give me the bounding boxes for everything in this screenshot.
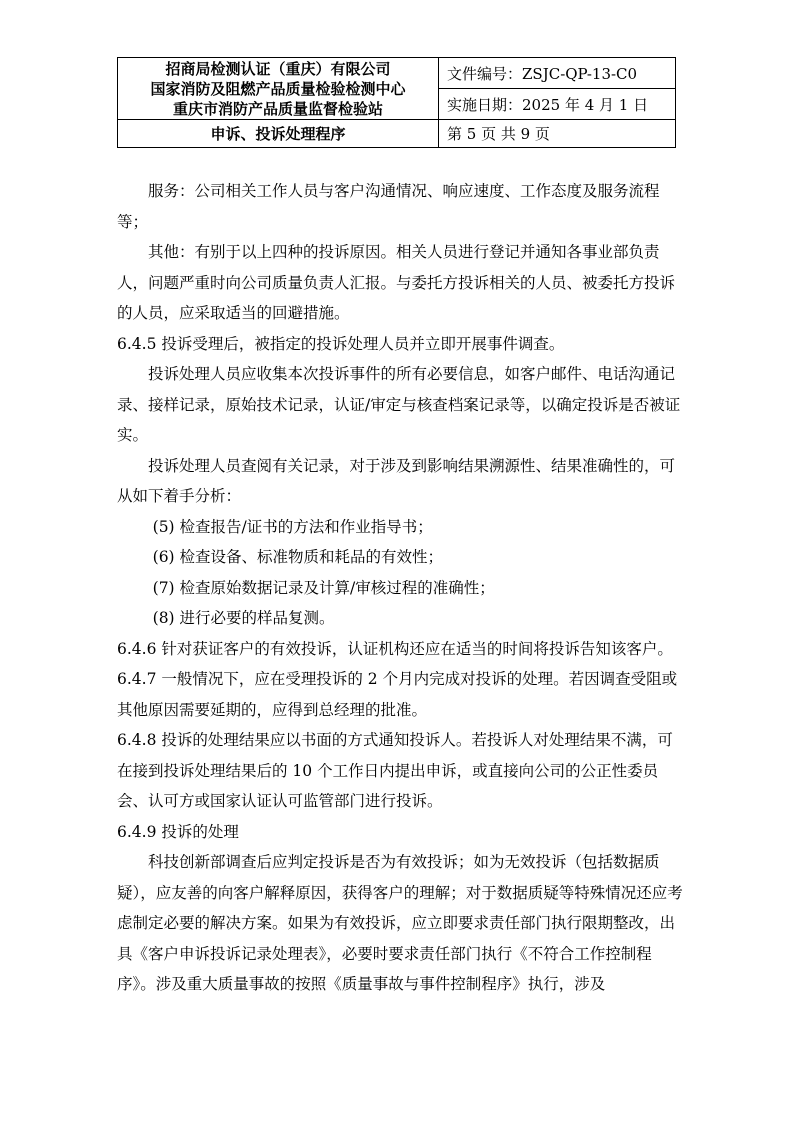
list-item: (6) 检查设备、标准物质和耗品的有效性； (152, 548, 444, 566)
list-item: (5) 检查报告/证书的方法和作业指导书； (152, 517, 433, 536)
section-6-4-8: 6.4.8 投诉的处理结果应以书面的方式通知投诉人。若投诉人对处理结果不满，可在接到投诉处理结果后的 10 个工作日内提出申诉，或直接向公司的公正性委员会、认可方或国家认证认可监管部门进行投诉。 (117, 731, 673, 810)
page-number: 第 5 页 共 9 页 (439, 120, 676, 148)
paragraph-handling: 科技创新部调查后应判定投诉是否为有效投诉；如为无效投诉（包括数据质疑），应友善的向客户解释原因，获得客户的理解；对于数据质疑等特殊情况还应考虑制定必要的解决方案。如果为有效投诉，应立即要求责任部门执行限期整改，出具《客户申诉投诉记录处理表》，必要时要求责任部门执行《不符合工作控制程序》。涉及重大质量事故的按照《质量事故与事件控制程序》执行，涉及 (117, 853, 683, 993)
list-item: (7) 检查原始数据记录及计算/审核过程的准确性； (152, 578, 495, 597)
document-number: 文件编号：ZSJC-QP-13-C0 (439, 58, 676, 89)
paragraph-other: 其他：有别于以上四种的投诉原因。相关人员进行登记并通知各事业部负责人，问题严重时向公司质量负责人汇报。与委托方投诉相关的人员、被委托方投诉的人员，应采取适当的回避措施。 (117, 243, 676, 322)
org-name-line-3: 重庆市消防产品质量监督检验站 (172, 99, 383, 118)
section-6-4-9: 6.4.9 投诉的处理 (117, 822, 239, 841)
paragraph-service: 服务：公司相关工作人员与客户沟通情况、响应速度、工作态度及服务流程等； (117, 182, 660, 231)
effective-date: 实施日期：2025 年 4 月 1 日 (439, 89, 676, 120)
document-body (117, 176, 687, 1000)
document-header-table (117, 57, 676, 148)
section-6-4-7: 6.4.7 一般情况下，应在受理投诉的 2 个月内完成对投诉的处理。若因调查受阻或其他原因需要延期的，应得到总经理的批准。 (117, 670, 678, 719)
section-6-4-5: 6.4.5 投诉受理后，被指定的投诉处理人员并立即开展事件调查。 (117, 334, 565, 353)
paragraph-review-records: 投诉处理人员查阅有关记录，对于涉及到影响结果溯源性、结果准确性的，可从如下着手分析： (117, 456, 676, 505)
paragraph-collect-info: 投诉处理人员应收集本次投诉事件的所有必要信息，如客户邮件、电话沟通记录、接样记录，原始技术记录，认证/审定与核查档案记录等，以确定投诉是否被证实。 (117, 365, 681, 444)
organization-names (118, 58, 439, 120)
section-6-4-6: 6.4.6 针对获证客户的有效投诉，认证机构还应在适当的时间将投诉告知该客户。 (117, 639, 673, 658)
org-name-line-1: 招商局检测认证（重庆）有限公司 (165, 59, 391, 78)
document-title: 申诉、投诉处理程序 (118, 120, 439, 148)
list-item: (8) 进行必要的样品复测。 (152, 609, 335, 627)
org-name-line-2: 国家消防及阻燃产品质量检验检测中心 (150, 79, 406, 98)
